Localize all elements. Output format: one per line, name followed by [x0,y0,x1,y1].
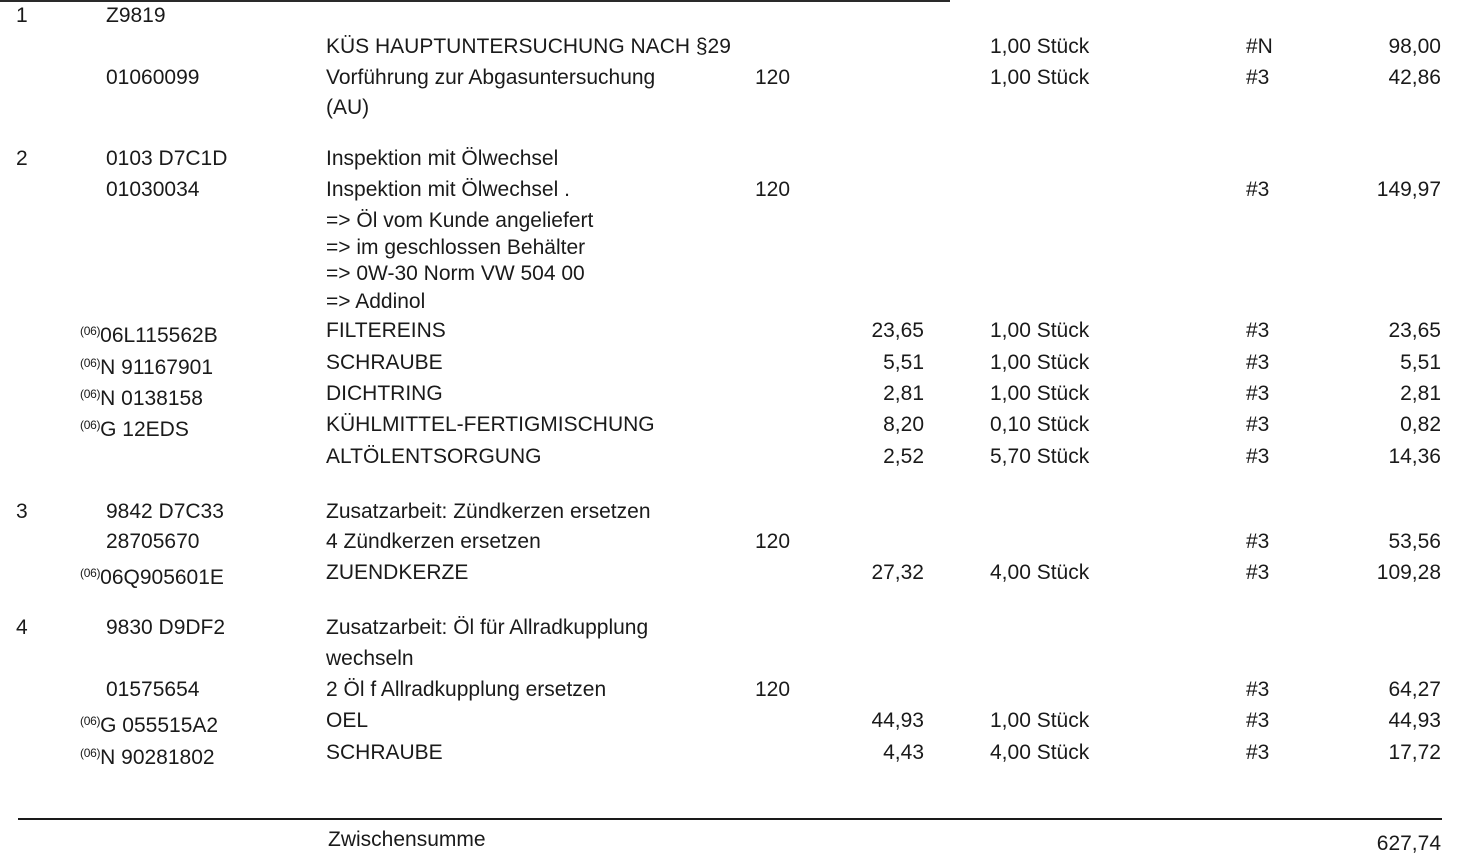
part-number-text: G 12EDS [100,418,189,441]
line-description: Inspektion mit Ölwechsel [326,147,559,170]
line-description: => im geschlossen Behälter [326,236,586,259]
part-number-text: N 91167901 [100,356,214,379]
part-origin-superscript: (06) [80,714,101,728]
line-part-number [80,382,203,411]
line-description: ZUENDKERZE [326,561,469,584]
line-unit-price: 27,32 [871,561,924,584]
line-part-number: 0103 D7C1D [106,147,228,170]
line-tax-code: #N [1246,35,1273,58]
line-position: 2 [16,147,28,170]
line-tax-code: #3 [1246,530,1270,553]
part-origin-superscript: (06) [80,387,101,401]
line-amount: 2,81 [1400,382,1441,405]
part-origin-superscript: (06) [80,418,101,432]
line-tax-code: #3 [1246,678,1270,701]
line-quantity: 1,00 Stück [990,382,1090,405]
top-divider [0,0,950,2]
line-work-units: 120 [755,178,791,201]
line-description: 4 Zündkerzen ersetzen [326,530,541,553]
line-description: Vorführung zur Abgasuntersuchung [326,66,656,89]
line-tax-code: #3 [1246,382,1270,405]
line-description: SCHRAUBE [326,741,443,764]
part-origin-superscript: (06) [80,356,101,370]
line-amount: 149,97 [1376,178,1441,201]
part-origin-superscript: (06) [80,746,101,760]
line-part-number: 9830 D9DF2 [106,616,226,639]
line-part-number [80,413,189,442]
part-number-text: 06L115562B [100,324,218,347]
part-origin-superscript: (06) [80,324,101,338]
line-quantity: 1,00 Stück [990,319,1090,342]
line-quantity: 5,70 Stück [990,445,1090,468]
line-description: DICHTRING [326,382,443,405]
line-tax-code: #3 [1246,351,1270,374]
line-description: => Addinol [326,290,426,313]
line-tax-code: #3 [1246,413,1270,436]
line-amount: 23,65 [1388,319,1441,342]
line-description: FILTEREINS [326,319,446,342]
line-tax-code: #3 [1246,741,1270,764]
line-amount: 42,86 [1388,66,1441,89]
line-part-number: 01575654 [106,678,200,701]
part-number-text: G 055515A2 [100,714,219,737]
line-description: 2 Öl f Allradkupplung ersetzen [326,678,607,701]
line-part-number [80,561,224,590]
line-description: Zusatzarbeit: Zündkerzen ersetzen [326,500,651,523]
line-work-units: 120 [755,530,791,553]
line-part-number: 01060099 [106,66,200,89]
line-amount: 17,72 [1388,741,1441,764]
line-tax-code: #3 [1246,319,1270,342]
line-description: wechseln [326,647,414,670]
line-part-number: 28705670 [106,530,200,553]
line-quantity: 1,00 Stück [990,351,1090,374]
part-number-text: 06Q905601E [100,566,224,589]
part-origin-superscript: (06) [80,566,101,580]
line-unit-price: 5,51 [883,351,924,374]
line-position: 4 [16,616,28,639]
line-amount: 64,27 [1388,678,1441,701]
line-amount: 14,36 [1388,445,1441,468]
line-amount: 53,56 [1388,530,1441,553]
line-part-number [80,709,218,738]
line-part-number [80,351,213,380]
line-work-units: 120 [755,66,791,89]
line-tax-code: #3 [1246,561,1270,584]
line-amount: 5,51 [1400,351,1441,374]
line-quantity: 1,00 Stück [990,35,1090,58]
line-position: 1 [16,4,28,27]
subtotal-label: Zwischensumme [328,828,486,851]
line-description: ALTÖLENTSORGUNG [326,445,542,468]
line-unit-price: 2,52 [883,445,924,468]
part-number-text: N 90281802 [100,746,215,769]
line-unit-price: 44,93 [871,709,924,732]
subtotal-amount: 627,74 [1376,832,1441,855]
line-description: SCHRAUBE [326,351,443,374]
line-position: 3 [16,500,28,523]
line-work-units: 120 [755,678,791,701]
part-number-text: N 0138158 [100,387,203,410]
line-part-number [80,741,215,770]
line-amount: 44,93 [1388,709,1441,732]
line-description: Inspektion mit Ölwechsel . [326,178,570,201]
line-description: KÜHLMITTEL-FERTIGMISCHUNG [326,413,655,436]
line-unit-price: 2,81 [883,382,924,405]
line-description: => 0W-30 Norm VW 504 00 [326,262,585,285]
line-quantity: 0,10 Stück [990,413,1090,436]
line-unit-price: 23,65 [871,319,924,342]
line-amount: 98,00 [1388,35,1441,58]
line-tax-code: #3 [1246,66,1270,89]
line-tax-code: #3 [1246,709,1270,732]
line-unit-price: 4,43 [883,741,924,764]
line-part-number: Z9819 [106,4,166,27]
line-description: KÜS HAUPTUNTERSUCHUNG NACH §29 [326,35,731,58]
line-description: (AU) [326,96,370,119]
subtotal-divider [18,818,1442,820]
line-amount: 109,28 [1376,561,1441,584]
line-quantity: 1,00 Stück [990,709,1090,732]
line-tax-code: #3 [1246,445,1270,468]
line-description: OEL [326,709,369,732]
line-quantity: 1,00 Stück [990,66,1090,89]
line-part-number [80,319,218,348]
line-description: => Öl vom Kunde angeliefert [326,209,594,232]
line-part-number: 01030034 [106,178,200,201]
line-part-number: 9842 D7C33 [106,500,224,523]
line-quantity: 4,00 Stück [990,561,1090,584]
line-description: Zusatzarbeit: Öl für Allradkupplung [326,616,649,639]
line-tax-code: #3 [1246,178,1270,201]
line-quantity: 4,00 Stück [990,741,1090,764]
line-unit-price: 8,20 [883,413,924,436]
line-amount: 0,82 [1400,413,1441,436]
